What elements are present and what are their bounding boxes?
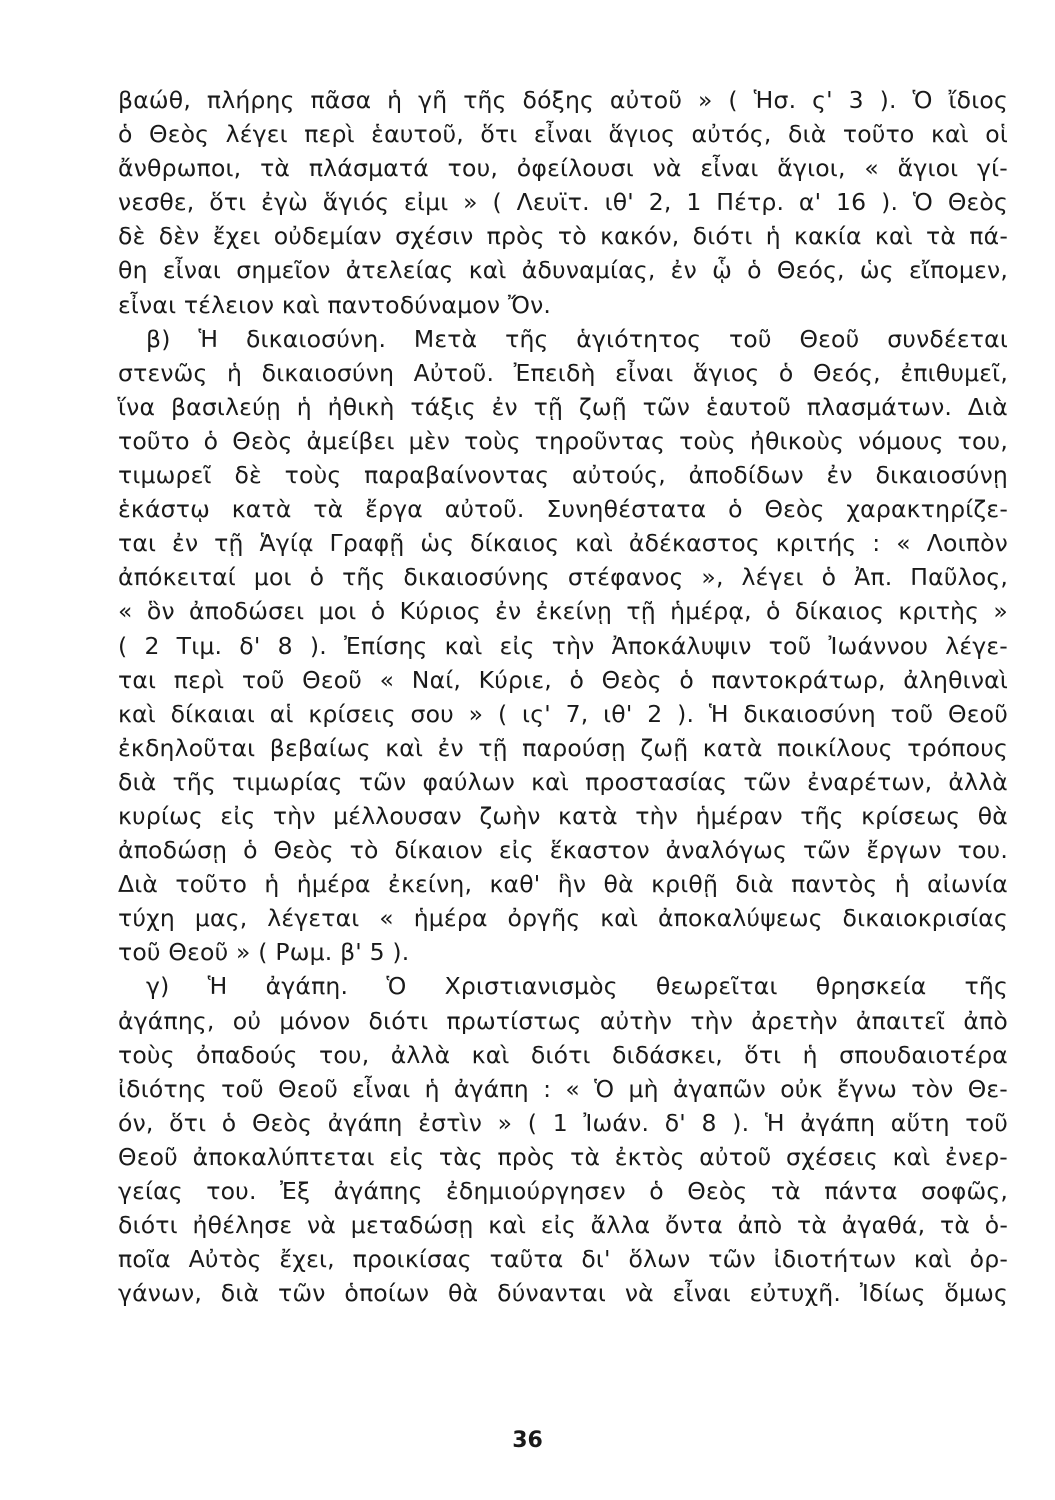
text-line: στενῶς ἡ δικαιοσύνη Αὐτοῦ. Ἐπειδὴ εἶναι ἅγιος ὁ Θεός, ἐπιθυμεῖ, [118,358,1008,387]
body-text [118,83,1008,1310]
text-line: ποῖα Αὐτὸς ἔχει, προικίσας ταῦτα δι' ὅλων τῶν ἰδιοτήτων καὶ ὀρ- [118,1245,1008,1274]
text-line: ται ἐν τῇ Ἁγίᾳ Γραφῇ ὡς δίκαιος καὶ ἀδέκαστος κριτής : « Λοιπὸν [118,529,1008,558]
text-line: ἄνθρωποι, τὰ πλάσματά του, ὀφείλουσι νὰ εἶναι ἅγιοι, « ἅγιοι γί- [118,154,1008,183]
text-line: εἶναι τέλειον καὶ παντοδύναμον Ὄν. [118,290,552,319]
text-line: Διὰ τοῦτο ἡ ἡμέρα ἐκείνη, καθ' ἣν θὰ κριθῇ διὰ παντὸς ἡ αἰωνία [118,870,1008,899]
text-line: γείας του. Ἐξ ἀγάπης ἐδημιούργησεν ὁ Θεὸς τὰ πάντα σοφῶς, [118,1177,1008,1205]
text-line: « ὃν ἀποδώσει μοι ὁ Κύριος ἐν ἐκείνῃ τῇ ἡμέρᾳ, ὁ δίκαιος κριτὴς » [118,597,1008,626]
text-line: ( 2 Τιμ. δ' 8 ). Ἐπίσης καὶ εἰς τὴν Ἀποκάλυψιν τοῦ Ἰωάννου λέγε- [118,631,1008,660]
text-line: τοῦ Θεοῦ » ( Ρωμ. β' 5 ). [118,938,410,967]
text-line: διὰ τῆς τιμωρίας τῶν φαύλων καὶ προστασίας τῶν ἐναρέτων, ἀλλὰ [118,767,1008,796]
text-line: κυρίως εἰς τὴν μέλλουσαν ζωὴν κατὰ τὴν ἡμέραν τῆς κρίσεως θὰ [118,801,1008,830]
section-heading-line: γ) Ἡ ἀγάπη. Ὁ Χριστιανισμὸς θεωρεῖται θρησκεία τῆς [146,972,1008,1001]
text-line: τοὺς ὀπαδούς του, ἀλλὰ καὶ διότι διδάσκει, ὅτι ἡ σπουδαιοτέρα [118,1040,1008,1069]
text-line: νεσθε, ὅτι ἐγὼ ἅγιός εἰμι » ( Λευϊτ. ιθ' 2, 1 Πέτρ. α' 16 ). Ὁ Θεὸς [118,188,1008,217]
text-line: γάνων, διὰ τῶν ὁποίων θὰ δύνανται νὰ εἶναι εὐτυχῆ. Ἰδίως ὅμως [118,1279,1008,1308]
text-line: βαώθ, πλήρης πᾶσα ἡ γῆ τῆς δόξης αὐτοῦ » ( Ἡσ. ς' 3 ). Ὁ ἴδιος [118,86,1008,114]
text-line: ἑκάστῳ κατὰ τὰ ἔργα αὐτοῦ. Συνηθέστατα ὁ Θεὸς χαρακτηρίζε- [118,495,1008,524]
text-line: ὁ Θεὸς λέγει περὶ ἑαυτοῦ, ὅτι εἶναι ἅγιος αὐτός, διὰ τοῦτο καὶ οἱ [118,120,1008,149]
text-line: τύχη μας, λέγεται « ἡμέρα ὀργῆς καὶ ἀποκαλύψεως δικαιοκρισίας [118,904,1008,933]
text-line: τοῦτο ὁ Θεὸς ἀμείβει μὲν τοὺς τηροῦντας τοὺς ἠθικοὺς νόμους του, [118,426,1008,455]
text-line: ἀπόκειταί μοι ὁ τῆς δικαιοσύνης στέφανος », λέγει ὁ Ἀπ. Παῦλος, [118,563,1008,592]
text-line: ἰδιότης τοῦ Θεοῦ εἶναι ἡ ἀγάπη : « Ὁ μὴ ἀγαπῶν οὐκ ἔγνω τὸν Θε- [118,1074,1008,1103]
text-line: διότι ἠθέλησε νὰ μεταδώσῃ καὶ εἰς ἄλλα ὄντα ἀπὸ τὰ ἀγαθά, τὰ ὁ- [118,1211,1008,1240]
text-line: Θεοῦ ἀποκαλύπτεται εἰς τὰς πρὸς τὰ ἐκτὸς αὐτοῦ σχέσεις καὶ ἐνερ- [118,1142,1008,1171]
page-number: 36 [512,1428,543,1453]
text-line: ται περὶ τοῦ Θεοῦ « Ναί, Κύριε, ὁ Θεὸς ὁ παντοκράτωρ, ἀληθιναὶ [118,665,1008,694]
text-line: τιμωρεῖ δὲ τοὺς παραβαίνοντας αὐτούς, ἀποδίδων ἐν δικαιοσύνῃ [118,461,1008,490]
text-line: θη εἶναι σημεῖον ἀτελείας καὶ ἀδυναμίας, ἐν ᾧ ὁ Θεός, ὡς εἴπομεν, [118,256,1008,285]
text-line: δὲ δὲν ἔχει οὐδεμίαν σχέσιν πρὸς τὸ κακόν, διότι ἡ κακία καὶ τὰ πά- [118,222,1008,251]
section-heading-line: β) Ἡ δικαιοσύνη. Μετὰ τῆς ἁγιότητος τοῦ Θεοῦ συνδέεται [146,324,1008,353]
text-line: ἀποδώσῃ ὁ Θεὸς τὸ δίκαιον εἰς ἕκαστον ἀναλόγως τῶν ἔργων του. [118,836,1008,865]
text-line: ἵνα βασιλεύῃ ἡ ἠθικὴ τάξις ἐν τῇ ζωῇ τῶν ἑαυτοῦ πλασμάτων. Διὰ [118,392,1008,421]
text-line: ἐκδηλοῦται βεβαίως καὶ ἐν τῇ παρούσῃ ζωῇ κατὰ ποικίλους τρόπους [118,733,1008,762]
text-line: ἀγάπης, οὐ μόνον διότι πρωτίστως αὐτὴν τὴν ἀρετὴν ἀπαιτεῖ ἀπὸ [118,1006,1008,1035]
text-line: καὶ δίκαιαι αἱ κρίσεις σου » ( ις' 7, ιθ' 2 ). Ἡ δικαιοσύνη τοῦ Θεοῦ [118,699,1008,728]
text-line: όν, ὅτι ὁ Θεὸς ἀγάπη ἐστὶν » ( 1 Ἰωάν. δ' 8 ). Ἡ ἀγάπη αὕτη τοῦ [118,1108,1008,1137]
